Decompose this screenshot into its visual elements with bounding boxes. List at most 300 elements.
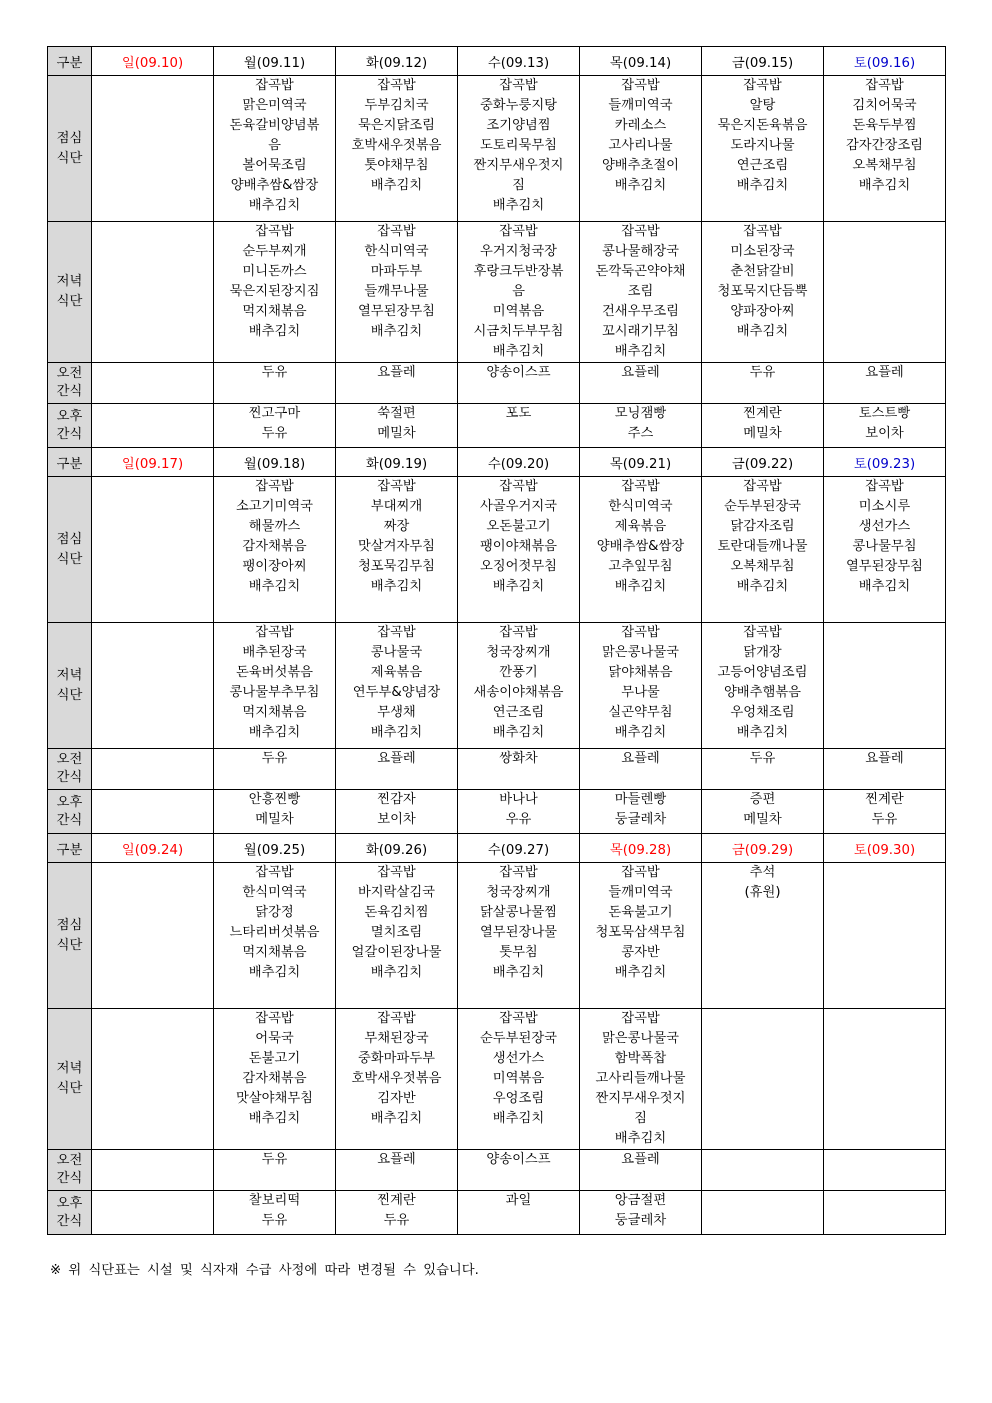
menu-item: 도토리묵무침	[479, 138, 558, 153]
menu-item: 어묵국	[255, 1031, 294, 1046]
menu-item: 맛살겨자무침	[357, 539, 436, 554]
menu-item: 콩자반	[621, 945, 660, 960]
day-header: 금(09.15)	[702, 47, 824, 76]
menu-item: 배추김치	[248, 579, 301, 594]
lunch-row	[48, 477, 946, 623]
menu-item: 포도	[505, 406, 532, 421]
menu-item: 무채된장국	[364, 1031, 429, 1046]
lunch-label-text: 점심	[56, 917, 83, 933]
menu-item: 배추김치	[858, 178, 911, 193]
menu-item: 앙금절편	[614, 1193, 667, 1208]
menu-item: 호박새우젓볶음	[351, 1071, 442, 1086]
menu-item: 중화마파두부	[357, 1051, 436, 1066]
menu-item: 배추김치	[370, 178, 423, 193]
dinner-cell	[214, 222, 336, 363]
lunch-row	[48, 76, 946, 222]
pm-row	[48, 1191, 946, 1235]
menu-item: 배추김치	[492, 344, 545, 359]
dinner-cell	[92, 222, 214, 363]
menu-item: 잡곡밥	[499, 224, 538, 239]
dinner-label-text: 저녁	[56, 667, 83, 683]
menu-item: 잡곡밥	[621, 224, 660, 239]
menu-item: 생선가스	[492, 1051, 545, 1066]
am-snack-label-text: 오전	[56, 366, 83, 381]
menu-item: 먹지채볶음	[242, 705, 307, 720]
menu-item: 열무된장무침	[357, 304, 436, 319]
menu-item: 무생채	[377, 705, 416, 720]
menu-item: 찐계란	[865, 792, 904, 807]
menu-item: 배추김치	[248, 198, 301, 213]
menu-item: 한식미역국	[608, 499, 673, 514]
dinner-cell	[458, 1009, 580, 1150]
menu-item: 배추김치	[614, 965, 667, 980]
menu-item: 소고기미역국	[235, 499, 314, 514]
lunch-cell	[824, 477, 946, 623]
lunch-cell	[702, 76, 824, 222]
menu-item: 들깨미역국	[608, 885, 673, 900]
menu-item: 배추김치	[370, 579, 423, 594]
day-header: 일(09.17)	[92, 448, 214, 477]
header-label: 구분	[48, 47, 92, 76]
menu-item: 증편	[749, 792, 776, 807]
menu-item: 요플레	[621, 365, 660, 380]
menu-item: 배추김치	[248, 1111, 301, 1126]
menu-item: 미니돈까스	[242, 264, 307, 279]
day-header: 수(09.27)	[458, 834, 580, 863]
day-header: 수(09.20)	[458, 448, 580, 477]
menu-item: 추석	[749, 865, 776, 880]
menu-item: 두유	[261, 751, 288, 766]
menu-item: 배추김치	[858, 579, 911, 594]
day-header: 토(09.23)	[824, 448, 946, 477]
menu-item: 잡곡밥	[743, 224, 782, 239]
menu-item: 묵은지된장지짐	[229, 284, 320, 299]
menu-item: 멸치조림	[370, 925, 423, 940]
am-cell	[336, 363, 458, 404]
lunch-label-text: 점심	[56, 130, 83, 146]
menu-item: 바나나	[499, 792, 538, 807]
pm-cell	[336, 404, 458, 448]
menu-item: 배추김치	[492, 1111, 545, 1126]
dinner-cell	[702, 1009, 824, 1150]
am-cell	[92, 749, 214, 790]
menu-item: 고등어양념조림	[717, 665, 808, 680]
menu-item: 잡곡밥	[255, 224, 294, 239]
day-header: 월(09.18)	[214, 448, 336, 477]
menu-item: 묵은지돈육볶음	[717, 118, 808, 133]
menu-item: 잡곡밥	[499, 479, 538, 494]
menu-item: 연근조림	[492, 705, 545, 720]
am-snack-label	[48, 1150, 92, 1191]
menu-item: 잡곡밥	[499, 78, 538, 93]
header-label: 구분	[48, 448, 92, 477]
menu-item: 요플레	[865, 751, 904, 766]
pm-cell	[702, 404, 824, 448]
pm-row	[48, 404, 946, 448]
pm-snack-label	[48, 404, 92, 448]
pm-snack-label-text: 오후	[56, 1195, 83, 1211]
menu-item: 메밀차	[377, 426, 416, 441]
menu-item: 볼어묵조림	[242, 158, 307, 173]
am-cell	[336, 749, 458, 790]
menu-item: 배추김치	[370, 324, 423, 339]
am-cell	[336, 1150, 458, 1191]
menu-item: 오복채무침	[852, 158, 917, 173]
menu-item: 요플레	[865, 365, 904, 380]
menu-item: 감자채볶음	[242, 1071, 307, 1086]
menu-item: 잡곡밥	[377, 479, 416, 494]
day-header: 목(09.21)	[580, 448, 702, 477]
menu-item: 중화누룽지탕	[479, 98, 558, 113]
menu-item: 깐풍기	[499, 665, 538, 680]
dinner-cell	[702, 222, 824, 363]
menu-item: 조기양념찜	[486, 118, 551, 133]
dinner-cell	[214, 623, 336, 749]
dinner-cell	[214, 1009, 336, 1150]
am-row	[48, 363, 946, 404]
menu-item: 보이차	[865, 426, 904, 441]
menu-item: 시금치두부무침	[473, 324, 564, 339]
lunch-cell	[336, 477, 458, 623]
menu-item: 짜장	[383, 519, 410, 534]
menu-item: 들깨미역국	[608, 98, 673, 113]
menu-item: 쑥절편	[377, 406, 416, 421]
menu-item: 돈육김치찜	[364, 905, 429, 920]
menu-item: 배추김치	[248, 965, 301, 980]
menu-item: 주스	[627, 426, 654, 441]
menu-item: 짠지무새우젓지	[473, 158, 564, 173]
menu-item: 우유	[505, 812, 532, 827]
menu-item: 두유	[749, 365, 776, 380]
day-header: 토(09.16)	[824, 47, 946, 76]
menu-item: 묵은지닭조림	[357, 118, 436, 133]
menu-item: 토란대들깨나물	[717, 539, 808, 554]
menu-item: 연두부&양념장	[352, 685, 441, 700]
menu-item: 톳무침	[499, 945, 538, 960]
dinner-cell	[702, 623, 824, 749]
pm-cell	[214, 404, 336, 448]
menu-item: 배추김치	[736, 178, 789, 193]
menu-item: 돈육두부찜	[852, 118, 917, 133]
day-header: 목(09.14)	[580, 47, 702, 76]
menu-item: 바지락살김국	[357, 885, 436, 900]
am-snack-label-text: 간식	[56, 1171, 83, 1186]
menu-item: 마들렌빵	[614, 792, 667, 807]
menu-item: 미소된장국	[730, 244, 795, 259]
menu-item: 잡곡밥	[621, 865, 660, 880]
menu-item: 미역볶음	[492, 1071, 545, 1086]
day-header: 수(09.13)	[458, 47, 580, 76]
menu-item: 과일	[505, 1193, 532, 1208]
menu-item: 톳야채무침	[364, 158, 429, 173]
menu-item: 호박새우젓볶음	[351, 138, 442, 153]
pm-cell	[580, 790, 702, 834]
pm-snack-label-text: 간식	[56, 426, 83, 442]
lunch-cell	[580, 76, 702, 222]
lunch-cell	[336, 76, 458, 222]
menu-item: 잡곡밥	[255, 78, 294, 93]
day-header: 토(09.30)	[824, 834, 946, 863]
menu-item: 들깨무나물	[364, 284, 429, 299]
menu-item: 잡곡밥	[377, 78, 416, 93]
menu-item: 양배추쌈&쌈장	[596, 539, 685, 554]
meal-plan-table	[47, 46, 946, 1235]
menu-item: 잡곡밥	[743, 78, 782, 93]
menu-item: 배추김치	[370, 725, 423, 740]
pm-row	[48, 790, 946, 834]
week-header-row	[48, 448, 946, 477]
week-header-row	[48, 47, 946, 76]
pm-cell	[580, 404, 702, 448]
menu-item: 콩나물해장국	[601, 244, 680, 259]
pm-snack-label-text: 간식	[56, 1213, 83, 1229]
menu-item: 맑은콩나물국	[601, 645, 680, 660]
menu-item: 양송이스프	[486, 365, 551, 380]
menu-item: 후랑크두반장볶	[473, 264, 564, 279]
menu-item: 음	[268, 138, 281, 153]
menu-item: 양송이스프	[486, 1152, 551, 1167]
menu-item: 카레소스	[614, 118, 667, 133]
lunch-label	[48, 76, 92, 222]
menu-item: 잡곡밥	[743, 625, 782, 640]
dinner-cell	[580, 623, 702, 749]
dinner-row	[48, 1009, 946, 1150]
lunch-cell	[702, 863, 824, 1009]
lunch-cell	[92, 477, 214, 623]
lunch-cell	[92, 76, 214, 222]
menu-item: 짐	[634, 1111, 647, 1126]
menu-item: 배추김치	[614, 344, 667, 359]
pm-snack-label	[48, 1191, 92, 1235]
menu-item: 닭감자조림	[730, 519, 795, 534]
menu-item: 두부김치국	[364, 98, 429, 113]
menu-item: 요플레	[377, 1152, 416, 1167]
day-header: 월(09.11)	[214, 47, 336, 76]
menu-item: 잡곡밥	[377, 1011, 416, 1026]
menu-item: 안흥찐빵	[248, 792, 301, 807]
pm-cell	[580, 1191, 702, 1235]
lunch-cell	[214, 863, 336, 1009]
menu-item: 청포묵삼색무침	[595, 925, 686, 940]
menu-item: 맛살야채무침	[235, 1091, 314, 1106]
menu-item: 콩나물부추무침	[229, 685, 320, 700]
menu-item: 배추김치	[492, 725, 545, 740]
menu-item: 사골우거지국	[479, 499, 558, 514]
menu-item: 잡곡밥	[255, 865, 294, 880]
dinner-cell	[824, 623, 946, 749]
lunch-cell	[580, 477, 702, 623]
lunch-cell	[458, 477, 580, 623]
menu-item: 둥글레차	[614, 812, 667, 827]
dinner-cell	[458, 222, 580, 363]
dinner-label-text: 저녁	[56, 274, 83, 289]
menu-item: 배추김치	[248, 725, 301, 740]
am-snack-label-text: 오전	[56, 752, 83, 767]
dinner-cell	[458, 623, 580, 749]
dinner-row	[48, 623, 946, 749]
lunch-cell	[458, 76, 580, 222]
menu-item: 느타리버섯볶음	[229, 925, 320, 940]
menu-item: 잡곡밥	[865, 78, 904, 93]
menu-item: 연근조림	[736, 158, 789, 173]
pm-cell	[458, 790, 580, 834]
am-cell	[458, 1150, 580, 1191]
menu-item: 요플레	[621, 1152, 660, 1167]
menu-item: 요플레	[621, 751, 660, 766]
menu-item: 제육볶음	[370, 665, 423, 680]
menu-item: 잡곡밥	[255, 1011, 294, 1026]
lunch-row	[48, 863, 946, 1009]
pm-cell	[336, 790, 458, 834]
dinner-label-text: 저녁	[56, 1061, 83, 1076]
menu-item: 돈육버섯볶음	[235, 665, 314, 680]
menu-item: 잡곡밥	[621, 78, 660, 93]
menu-item: 꼬시래기무침	[601, 324, 680, 339]
day-header: 월(09.25)	[214, 834, 336, 863]
menu-item: 토스트빵	[858, 406, 911, 421]
menu-item: 음	[512, 284, 525, 299]
dinner-cell	[336, 222, 458, 363]
menu-item: 실곤약무침	[608, 705, 673, 720]
menu-item: 팽이야채볶음	[479, 539, 558, 554]
menu-item: 청국장찌개	[486, 885, 551, 900]
menu-item: 닭야채볶음	[608, 665, 673, 680]
pm-cell	[214, 1191, 336, 1235]
pm-cell	[92, 1191, 214, 1235]
menu-item: 요플레	[377, 365, 416, 380]
lunch-label-text: 점심	[56, 531, 83, 547]
lunch-cell	[336, 863, 458, 1009]
menu-item: 고사리나물	[608, 138, 673, 153]
menu-item: 순두부된장국	[723, 499, 802, 514]
menu-item: 한식미역국	[242, 885, 307, 900]
day-header: 일(09.24)	[92, 834, 214, 863]
lunch-label-text: 식단	[56, 150, 83, 166]
am-cell	[702, 1150, 824, 1191]
am-cell	[92, 1150, 214, 1191]
menu-item: 돈육불고기	[608, 905, 673, 920]
menu-item: 잡곡밥	[377, 865, 416, 880]
day-header: 금(09.22)	[702, 448, 824, 477]
menu-item: 잡곡밥	[621, 479, 660, 494]
menu-item: 잡곡밥	[255, 479, 294, 494]
day-header: 화(09.26)	[336, 834, 458, 863]
am-cell	[824, 363, 946, 404]
dinner-label	[48, 222, 92, 363]
am-cell	[824, 1150, 946, 1191]
dinner-cell	[92, 623, 214, 749]
day-header: 화(09.12)	[336, 47, 458, 76]
menu-item: 도라지나물	[730, 138, 795, 153]
menu-item: 찐고구마	[248, 406, 301, 421]
menu-item: 한식미역국	[364, 244, 429, 259]
menu-item: 쌍화차	[499, 751, 538, 766]
dinner-cell	[824, 222, 946, 363]
day-header: 화(09.19)	[336, 448, 458, 477]
menu-item: 찐감자	[377, 792, 416, 807]
menu-item: 배추김치	[248, 324, 301, 339]
menu-item: 먹지채볶음	[242, 304, 307, 319]
menu-item: 김자반	[377, 1091, 416, 1106]
am-snack-label	[48, 749, 92, 790]
pm-snack-label-text: 오후	[56, 794, 83, 810]
menu-item: 두유	[749, 751, 776, 766]
menu-item: 먹지채볶음	[242, 945, 307, 960]
menu-item: 얼갈이된장나물	[351, 945, 442, 960]
menu-item: 양배추햄볶음	[723, 685, 802, 700]
menu-item: 배추된장국	[242, 645, 307, 660]
pm-cell	[458, 1191, 580, 1235]
am-cell	[580, 749, 702, 790]
am-row	[48, 749, 946, 790]
pm-cell	[702, 1191, 824, 1235]
header-label: 구분	[48, 834, 92, 863]
lunch-label-text: 식단	[56, 937, 83, 953]
dinner-cell	[336, 623, 458, 749]
pm-cell	[824, 1191, 946, 1235]
menu-item: 닭살콩나물찜	[479, 905, 558, 920]
menu-item: 조림	[627, 284, 654, 299]
menu-item: 배추김치	[736, 324, 789, 339]
am-snack-label-text: 간식	[56, 384, 83, 399]
dinner-cell	[580, 222, 702, 363]
pm-snack-label-text: 간식	[56, 812, 83, 828]
dinner-cell	[580, 1009, 702, 1150]
am-cell	[214, 363, 336, 404]
menu-item: 배추김치	[370, 965, 423, 980]
menu-item: 배추김치	[614, 725, 667, 740]
menu-item: 배추김치	[492, 965, 545, 980]
menu-item: 맑은콩나물국	[601, 1031, 680, 1046]
menu-item: 잡곡밥	[377, 224, 416, 239]
menu-item: 두유	[261, 365, 288, 380]
dinner-label-text: 식단	[56, 1081, 83, 1096]
menu-item: 함박폭찹	[614, 1051, 667, 1066]
menu-item: 둥글레차	[614, 1213, 667, 1228]
menu-item: 잡곡밥	[621, 625, 660, 640]
menu-item: 찐계란	[377, 1193, 416, 1208]
am-cell	[580, 363, 702, 404]
menu-item: 미역볶음	[492, 304, 545, 319]
menu-item: 오복채무침	[730, 559, 795, 574]
lunch-label-text: 식단	[56, 551, 83, 567]
pm-cell	[92, 790, 214, 834]
menu-item: 돈깍둑곤약야채	[595, 264, 686, 279]
menu-item: 순두부찌개	[242, 244, 307, 259]
lunch-cell	[92, 863, 214, 1009]
am-cell	[702, 749, 824, 790]
menu-item: 콩나물국	[370, 645, 423, 660]
menu-item: 감자채볶음	[242, 539, 307, 554]
menu-item: 찐계란	[743, 406, 782, 421]
menu-item: 열무된장무침	[845, 559, 924, 574]
am-snack-label	[48, 363, 92, 404]
menu-item: 닭개장	[743, 645, 782, 660]
menu-item: 맑은미역국	[242, 98, 307, 113]
day-header: 금(09.29)	[702, 834, 824, 863]
am-cell	[580, 1150, 702, 1191]
lunch-cell	[824, 863, 946, 1009]
menu-item: 두유	[261, 426, 288, 441]
menu-item: 청포묵지단듬뿍	[717, 284, 808, 299]
menu-item: 잡곡밥	[377, 625, 416, 640]
am-snack-label-text: 간식	[56, 770, 83, 785]
menu-item: 건새우무조림	[601, 304, 680, 319]
lunch-cell	[214, 76, 336, 222]
menu-item: 두유	[383, 1213, 410, 1228]
menu-item: 배추김치	[492, 579, 545, 594]
menu-item: 순두부된장국	[479, 1031, 558, 1046]
